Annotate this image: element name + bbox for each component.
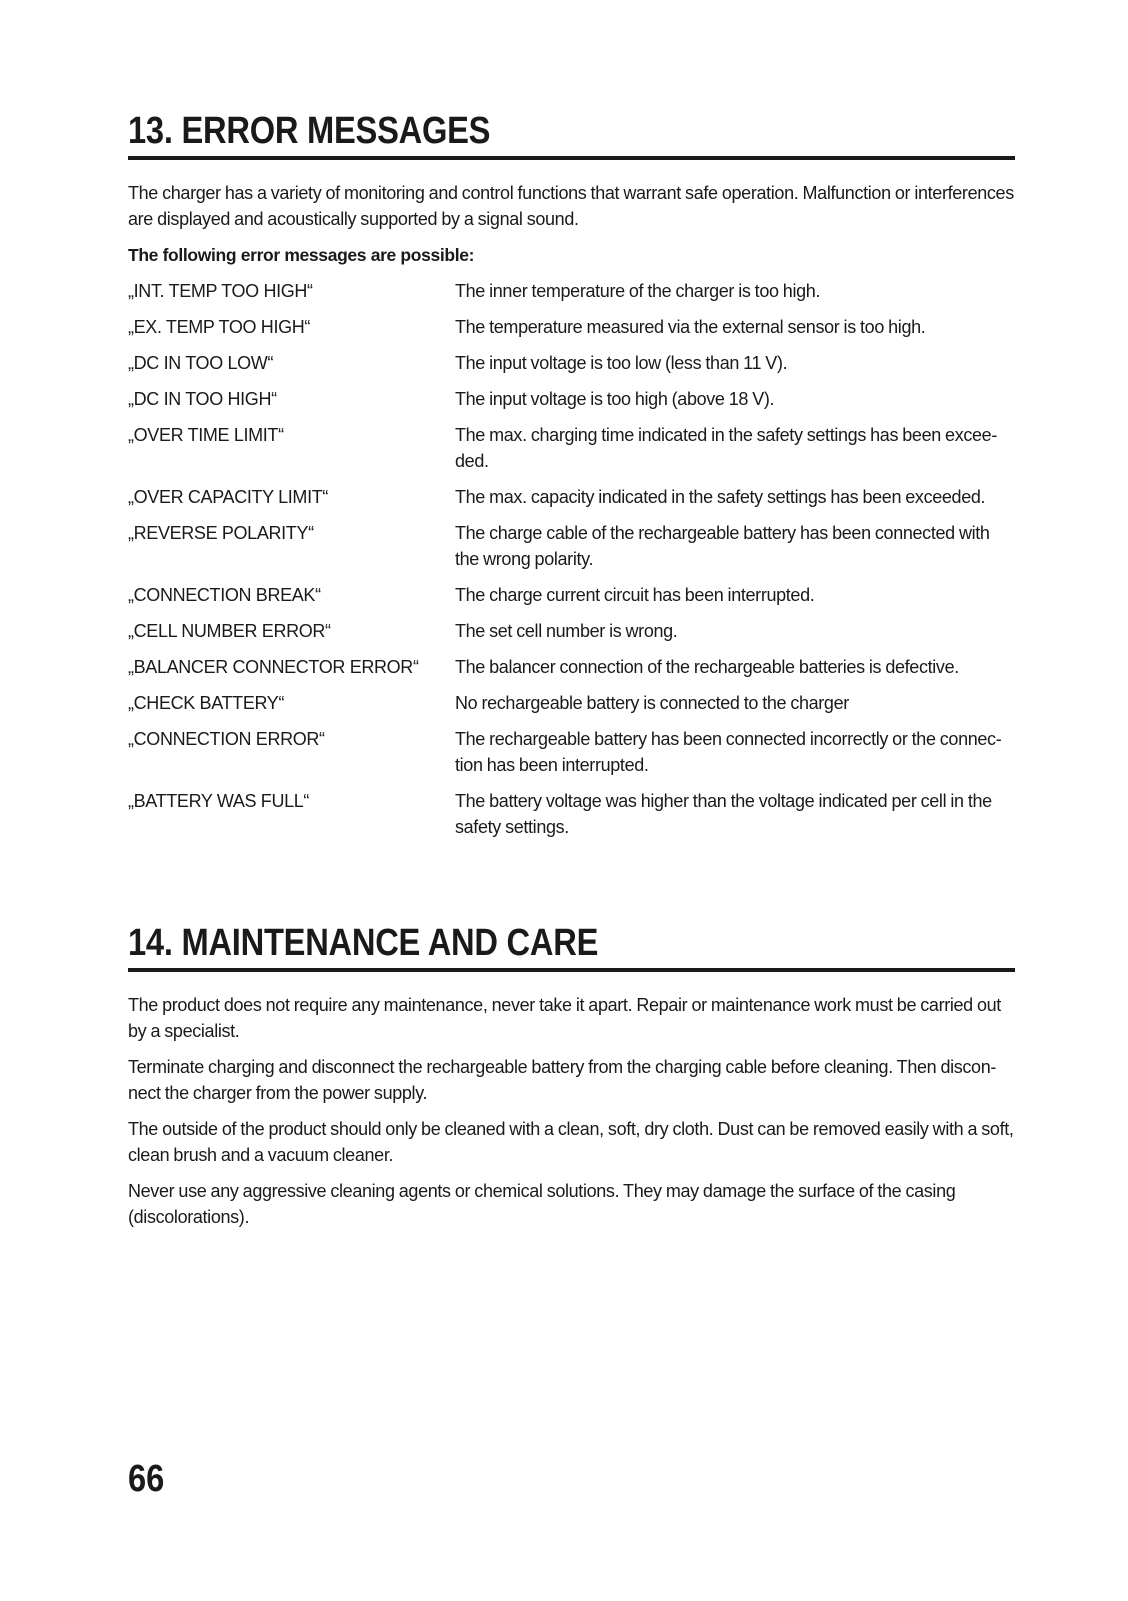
error-description: The balancer connection of the rechargeable batteries is defective. xyxy=(455,657,959,677)
maintenance-paragraph: The outside of the product should only be cleaned with a clean, soft, dry cloth. Dust can be removed easily with a soft, clean brush and a vacuum cleaner. xyxy=(128,1119,1014,1165)
error-messages-table xyxy=(128,278,1015,840)
table-row xyxy=(128,726,1015,778)
section-error-messages xyxy=(128,108,1015,850)
section-title-error-messages: 13. ERROR MESSAGES xyxy=(128,110,491,152)
page-number: 66 xyxy=(128,1458,165,1500)
intro-paragraph: The charger has a variety of monitoring and control functions that warrant safe operation. Malfunction or interferences are displayed and acoustically supported by a signal sound. xyxy=(128,183,1014,229)
error-description: The max. capacity indicated in the safety settings has been exceeded. xyxy=(455,487,986,507)
table-row xyxy=(128,520,1015,572)
table-row xyxy=(128,788,1015,840)
table-row xyxy=(128,314,1015,340)
section-maintenance-and-care xyxy=(128,920,1015,1230)
error-code: „DC IN TOO HIGH“ xyxy=(128,389,277,409)
error-code: „BATTERY WAS FULL“ xyxy=(128,791,310,811)
error-code: „OVER CAPACITY LIMIT“ xyxy=(128,487,329,507)
error-code: „BALANCER CONNECTOR ERROR“ xyxy=(128,657,419,677)
error-list-lead: The following error messages are possible: xyxy=(128,245,475,265)
maintenance-paragraph: Never use any aggressive cleaning agents or chemical solutions. They may damage the surface of the casing (discolorations). xyxy=(128,1181,956,1227)
error-code: „CONNECTION ERROR“ xyxy=(128,729,325,749)
error-description: The inner temperature of the charger is too high. xyxy=(455,281,821,301)
table-row xyxy=(128,386,1015,412)
table-row xyxy=(128,654,1015,680)
error-code: „EX. TEMP TOO HIGH“ xyxy=(128,317,311,337)
table-row xyxy=(128,350,1015,376)
maintenance-paragraph: Terminate charging and disconnect the rechargeable battery from the charging cable before cleaning. Then disconnect the charger from the power supply. xyxy=(128,1057,997,1103)
maintenance-paragraph: The product does not require any maintenance, never take it apart. Repair or maintenance work must be carried out by a specialist. xyxy=(128,995,1001,1041)
error-description: The charge current circuit has been interrupted. xyxy=(455,585,815,605)
table-row xyxy=(128,484,1015,510)
error-description: The input voltage is too high (above 18 V). xyxy=(455,389,775,409)
error-code: „CONNECTION BREAK“ xyxy=(128,585,321,605)
error-code: „REVERSE POLARITY“ xyxy=(128,523,314,543)
error-code: „OVER TIME LIMIT“ xyxy=(128,425,284,445)
table-row xyxy=(128,278,1015,304)
error-code: „CHECK BATTERY“ xyxy=(128,693,285,713)
error-description: The temperature measured via the external sensor is too high. xyxy=(455,317,926,337)
error-description: The charge cable of the rechargeable battery has been connected with the wrong polarity. xyxy=(455,523,990,569)
error-code: „CELL NUMBER ERROR“ xyxy=(128,621,331,641)
table-row xyxy=(128,690,1015,716)
table-row xyxy=(128,618,1015,644)
table-row xyxy=(128,422,1015,474)
error-description: The rechargeable battery has been connected incorrectly or the connection has been interrupted. xyxy=(455,729,1002,775)
error-code: „INT. TEMP TOO HIGH“ xyxy=(128,281,313,301)
error-code: „DC IN TOO LOW“ xyxy=(128,353,274,373)
section-title-maintenance: 14. MAINTENANCE AND CARE xyxy=(128,922,599,964)
error-description: The input voltage is too low (less than 11 V). xyxy=(455,353,788,373)
error-description: The max. charging time indicated in the safety settings has been exceeded. xyxy=(455,425,998,471)
section-heading-rule xyxy=(128,108,1015,160)
error-description: The set cell number is wrong. xyxy=(455,621,678,641)
error-description: No rechargeable battery is connected to the charger xyxy=(455,693,849,713)
section-heading-rule xyxy=(128,920,1015,972)
table-row xyxy=(128,582,1015,608)
error-description: The battery voltage was higher than the voltage indicated per cell in the safety settings. xyxy=(455,791,992,837)
